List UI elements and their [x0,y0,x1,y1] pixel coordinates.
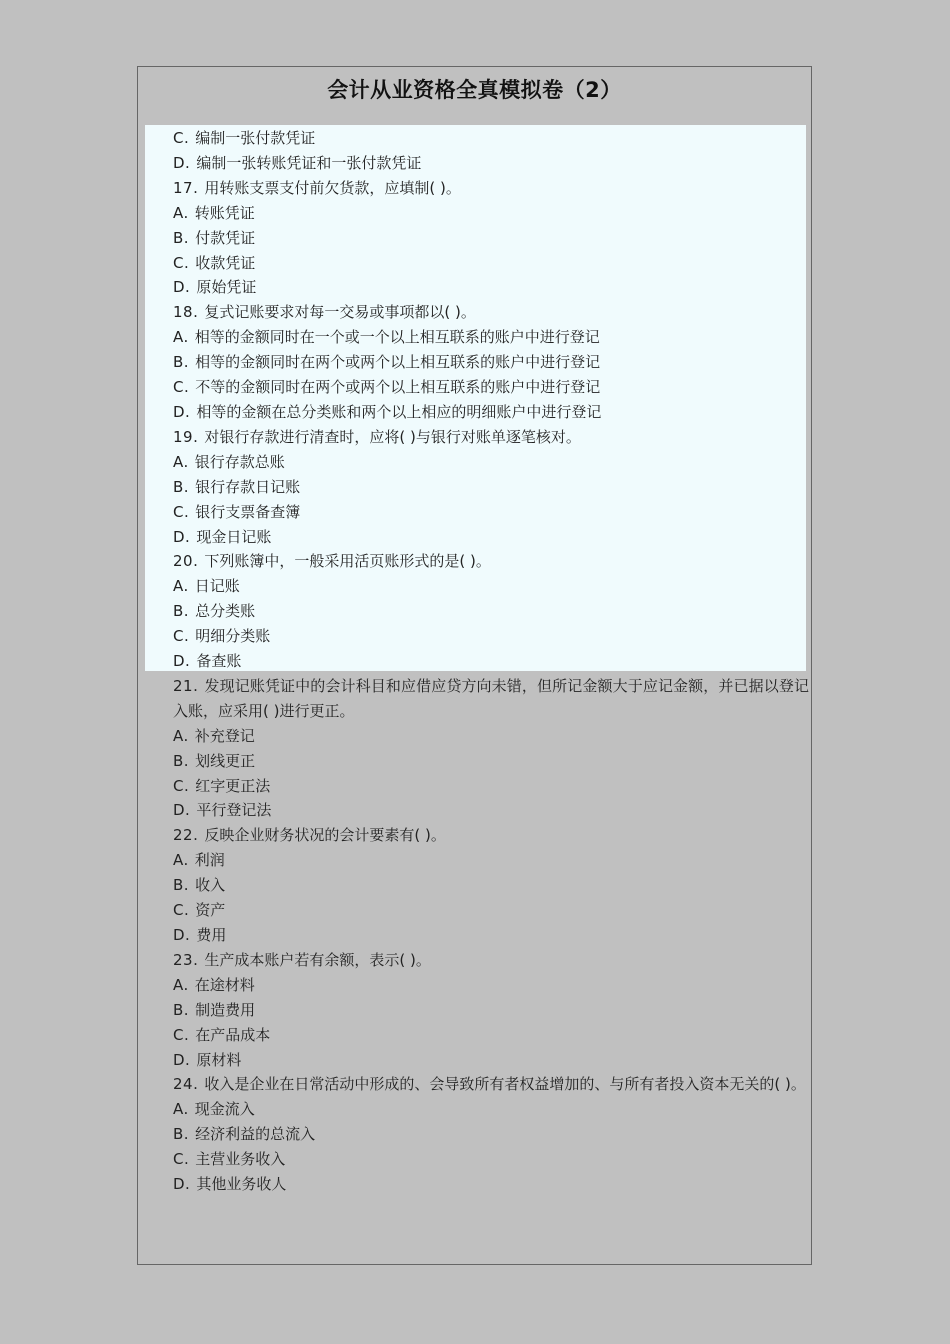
item-label: C. [173,502,190,521]
item-text: 经济利益的总流入 [195,1125,316,1144]
item-label: 20. [173,552,199,571]
item-text: 付款凭证 [195,228,256,247]
answer-option [173,375,809,400]
answer-option [173,1097,809,1122]
answer-option [173,624,809,649]
item-text: 收入 [195,876,226,895]
item-label: D. [173,801,191,820]
item-label: B. [173,477,190,496]
item-text: 红字更正法 [195,776,271,795]
item-label: B. [173,602,190,621]
item-text: 银行存款日记账 [195,477,301,496]
item-text: 发现记账凭证中的会计科目和应借应贷方向未错，但所记金额大于应记金额，并已据以登记入账，应采用( )进行更正。 [173,676,809,720]
answer-option [173,649,809,674]
answer-option [173,400,809,425]
item-text: 原始凭证 [196,278,257,297]
item-label: C. [173,378,190,397]
answer-option [173,599,809,624]
item-label: C. [173,1025,190,1044]
item-text: 备查账 [196,652,242,671]
answer-option [173,749,809,774]
document-page [137,66,812,1265]
item-label: B. [173,1125,190,1144]
item-text: 现金日记账 [196,527,272,546]
question-stem [173,948,809,973]
item-label: D. [173,652,191,671]
item-label: A. [173,452,189,471]
question-stem [173,1072,809,1097]
item-label: A. [173,577,189,596]
item-text: 利润 [194,851,225,870]
item-text: 不等的金额同时在两个或两个以上相互联系的账户中进行登记 [195,378,601,397]
item-label: B. [173,751,190,770]
item-text: 补充登记 [194,726,255,745]
item-text: 平行登记法 [196,801,272,820]
answer-option [173,500,809,525]
answer-option [173,350,809,375]
item-label: A. [173,975,189,994]
answer-option [173,848,809,873]
item-label: 21. [173,676,199,695]
item-text: 主营业务收入 [195,1150,286,1169]
item-text: 在产品成本 [195,1025,271,1044]
answer-option [173,1048,809,1073]
answer-option [173,574,809,599]
answer-option [173,1172,809,1197]
item-text: 银行存款总账 [194,452,285,471]
item-label: D. [173,926,191,944]
item-label: C. [173,776,190,795]
answer-option [173,201,809,226]
item-label: D. [173,278,191,297]
item-label: 19. [173,427,199,446]
item-label: C. [173,129,190,147]
item-text: 收款凭证 [195,253,256,272]
item-text: 下列账簿中，一般采用活页账形式的是( )。 [204,552,491,571]
item-text: 用转账支票支付前欠货款，应填制( )。 [204,178,461,197]
item-label: 23. [173,950,199,969]
item-label: C. [173,901,190,920]
item-label: D. [173,1050,191,1069]
item-label: A. [173,1100,189,1119]
item-text: 银行支票备查簿 [195,502,301,521]
question-stem [173,425,809,450]
item-label: 22. [173,826,199,845]
answer-option [173,998,809,1023]
answer-option [173,1147,809,1172]
item-label: 24. [173,1075,199,1094]
question-stem [173,176,809,201]
answer-option [173,251,809,276]
answer-option [173,475,809,500]
item-text: 相等的金额在总分类账和两个以上相应的明细账户中进行登记 [196,402,602,421]
page-title: 会计从业资格全真模拟卷（2） [327,78,622,102]
item-text: 现金流入 [194,1100,255,1119]
answer-option [173,450,809,475]
item-text: 编制一张付款凭证 [195,129,316,147]
answer-option [173,898,809,923]
question-list [173,126,809,1197]
item-text: 明细分类账 [195,627,271,646]
item-text: 制造费用 [195,1000,256,1019]
item-text: 转账凭证 [194,203,255,222]
item-text: 相等的金额同时在两个或两个以上相互联系的账户中进行登记 [195,353,601,372]
item-label: 17. [173,178,199,197]
item-label: A. [173,328,189,347]
item-label: B. [173,353,190,372]
answer-option [173,798,809,823]
answer-option [173,126,809,151]
answer-option [173,973,809,998]
answer-option [173,724,809,749]
question-stem [173,823,809,848]
item-label: C. [173,253,190,272]
item-text: 编制一张转账凭证和一张付款凭证 [196,153,422,172]
answer-option [173,226,809,251]
item-text: 相等的金额同时在一个或一个以上相互联系的账户中进行登记 [194,328,600,347]
answer-option [173,151,809,176]
item-text: 其他业务收人 [196,1175,287,1194]
item-label: 18. [173,303,199,322]
answer-option [173,1122,809,1147]
item-text: 反映企业财务状况的会计要素有( )。 [204,826,446,845]
item-label: D. [173,1175,191,1194]
item-text: 在途材料 [194,975,255,994]
item-text: 划线更正 [195,751,256,770]
item-text: 对银行存款进行清查时，应将( )与银行对账单逐笔核对。 [204,427,581,446]
item-label: D. [173,527,191,546]
question-stem [173,549,809,574]
answer-option [173,325,809,350]
question-stem [173,674,809,724]
item-text: 生产成本账户若有余额，表示( )。 [204,950,431,969]
item-text: 复式记账要求对每一交易或事项都以( )。 [204,303,476,322]
item-label: C. [173,627,190,646]
answer-option [173,275,809,300]
answer-option [173,1023,809,1048]
item-text: 日记账 [194,577,240,596]
item-label: A. [173,203,189,222]
answer-option [173,873,809,898]
item-label: C. [173,1150,190,1169]
item-label: D. [173,153,191,172]
answer-option [173,774,809,799]
answer-option [173,525,809,550]
answer-option [173,923,809,948]
item-label: B. [173,228,190,247]
item-label: B. [173,876,190,895]
item-label: B. [173,1000,190,1019]
question-stem [173,300,809,325]
item-text: 资产 [195,901,226,920]
item-text: 原材料 [196,1050,242,1069]
item-text: 总分类账 [195,602,256,621]
item-label: A. [173,851,189,870]
item-text: 收入是企业在日常活动中形成的、会导致所有者权益增加的、与所有者投入资本无关的( )。 [204,1075,806,1094]
item-label: A. [173,726,189,745]
item-label: D. [173,402,191,421]
item-text: 费用 [196,926,227,944]
